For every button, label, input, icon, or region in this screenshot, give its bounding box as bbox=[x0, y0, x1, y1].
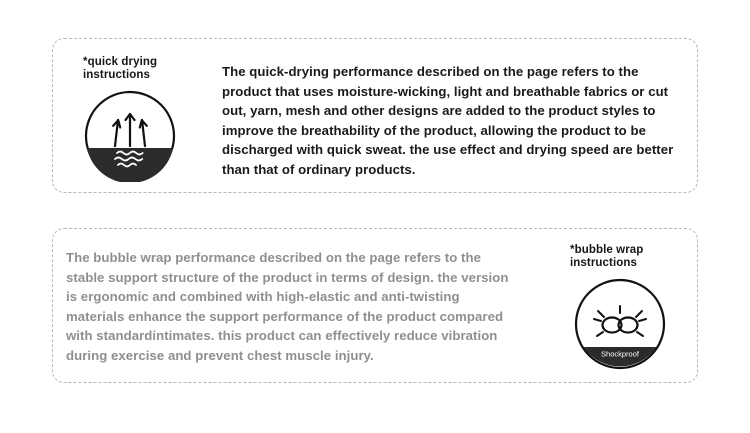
bubble-wrap-badge bbox=[570, 244, 682, 270]
shockproof-caption: Shockproof bbox=[601, 349, 639, 359]
bubble-wrap-description: The bubble wrap performance described on the page refers to the stable support structure of the product in terms of design. the version is ergonomic and combined with high-elastic and anti-twisting materials enhance the support performance of the product compared with standardintimates. this product can effectively reduce vibration during exercise and prevent chest muscle injury. bbox=[66, 250, 509, 363]
shockproof-icon bbox=[574, 278, 666, 370]
quick-drying-icon bbox=[84, 90, 176, 182]
bubble-wrap-badge-line2: instructions bbox=[570, 257, 638, 269]
bubble-wrap-badge-line1: *bubble wrap bbox=[570, 244, 644, 256]
quick-drying-badge-line2: instructions bbox=[83, 69, 151, 81]
quick-drying-description: The quick-drying performance described on the page refers to the product that uses moisture-wicking, light and breathable fabrics or cut out, yarn, mesh and other designs are added to the product styles to improve the breathability of the product, allowing the product to be discharged with quick sweat. the use effect and drying speed are better than that of ordinary products. bbox=[222, 64, 674, 177]
quick-drying-badge bbox=[83, 56, 193, 82]
quick-drying-badge-line1: *quick drying bbox=[83, 56, 158, 68]
